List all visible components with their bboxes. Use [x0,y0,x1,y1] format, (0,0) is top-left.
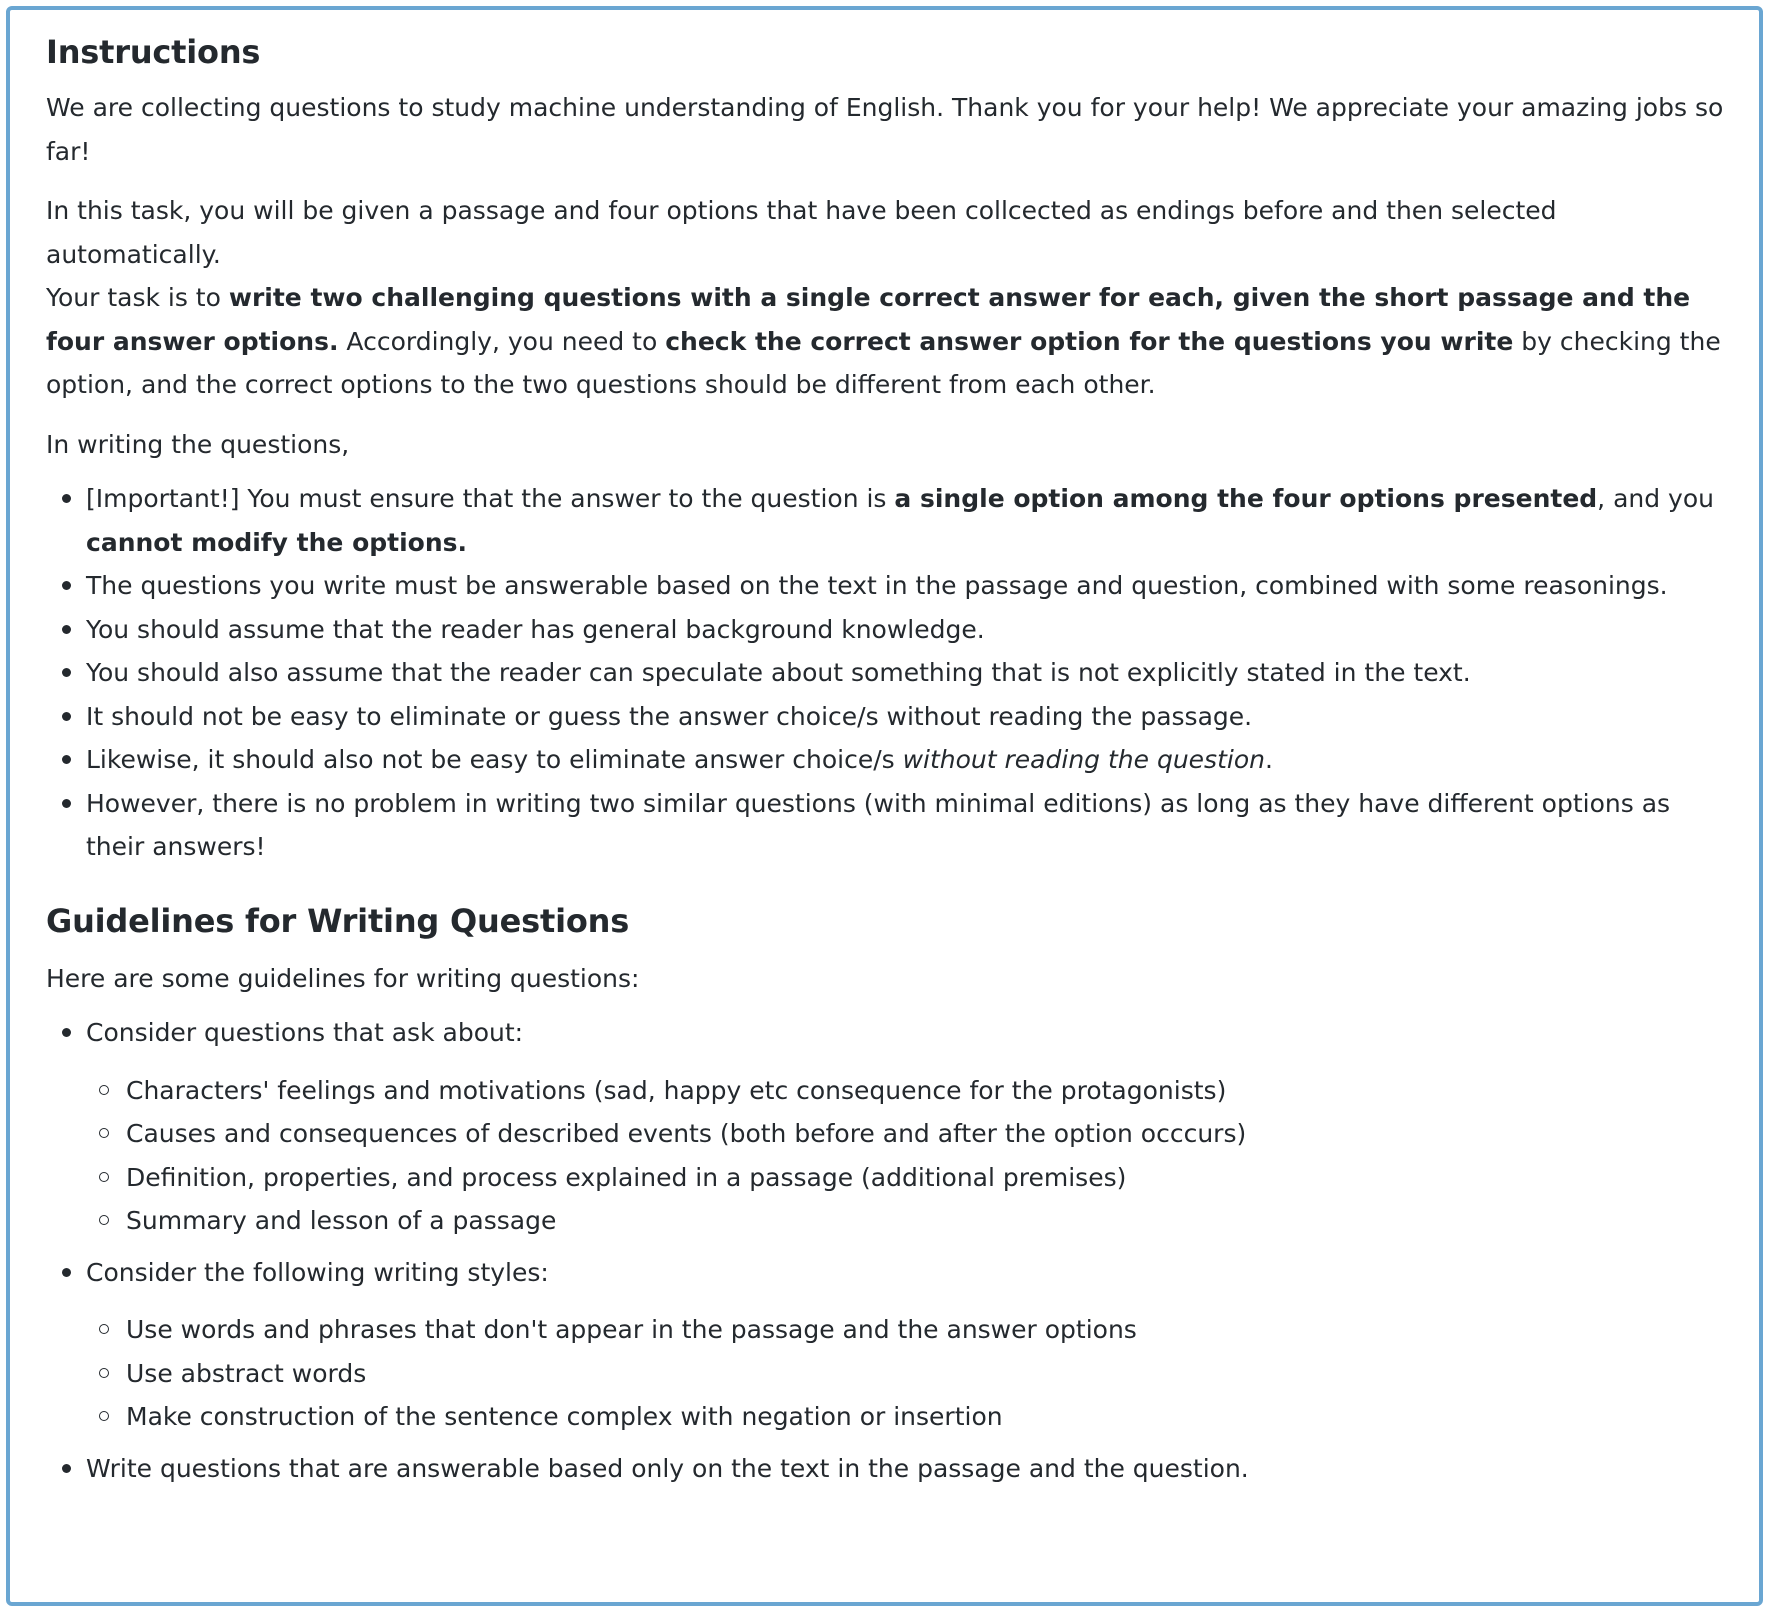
guideline-1: Consider questions that ask about: [86,1018,524,1047]
rule-1-bold-2: cannot modify the options. [86,527,468,557]
list-item: Make construction of the sentence complex with negation or insertion [86,1395,1729,1439]
writing-intro: In writing the questions, [46,429,350,459]
guidelines-list [46,1011,1729,1490]
guideline-2-sublist [86,1308,1729,1439]
rule-6-suffix: . [1264,745,1273,774]
list-item: However, there is no problem in writing two similar questions (with minimal editions) as long as they have different options as their answers! [46,782,1729,869]
list-item [46,477,1729,564]
list-item: It should not be easy to eliminate or guess the answer choice/s without reading the passage. [46,695,1729,739]
rule-1-middle: , and you [1597,484,1714,513]
list-item: Write questions that are answerable based only on the text in the passage and the question. [46,1447,1729,1491]
list-item: You should assume that the reader has general background knowledge. [46,608,1729,652]
list-item: The questions you write must be answerable based on the text in the passage and question, combined with some reasonings. [46,564,1729,608]
list-item: Definition, properties, and process explained in a passage (additional premises) [86,1156,1729,1200]
rule-6-prefix: Likewise, it should also not be easy to eliminate answer choice/s [86,745,903,774]
instructions-panel [6,6,1763,1606]
list-item: Characters' feelings and motivations (sad, happy etc consequence for the protagonists) [86,1069,1729,1113]
list-item: You should also assume that the reader can speculate about something that is not explicitly stated in the text. [46,651,1729,695]
guideline-2: Consider the following writing styles: [86,1257,549,1287]
task-bold-1: write two challenging questions with a single correct answer for each, given the short passage and the four answer options. [46,283,1691,356]
list-item: Summary and lesson of a passage [86,1199,1729,1243]
guidelines-title: Guidelines for Writing Questions [46,901,630,940]
list-item: Use words and phrases that don't appear in the passage and the answer options [86,1308,1729,1352]
list-item [46,1011,1729,1243]
rule-6-italic: without reading the question [902,745,1265,774]
task-prefix: Your task is to [46,283,229,312]
rule-1-prefix: [Important!] You must ensure that the answer to the question is [86,484,895,513]
task-description [46,189,1729,407]
writing-rules-list [46,477,1729,869]
list-item: Use abstract words [86,1352,1729,1396]
list-item: Causes and consequences of described events (both before and after the option occcurs) [86,1112,1729,1156]
task-bold-2: check the correct answer option for the questions you write [665,326,1514,356]
list-item [46,1251,1729,1439]
instructions-title: Instructions [46,33,261,71]
guidelines-intro: Here are some guidelines for writing questions: [46,963,640,993]
task-suffix: by checking the option, and the correct options to the two questions should be different from each other. [46,326,1721,399]
list-item [46,738,1729,782]
intro-paragraph: We are collecting questions to study machine understanding of English. Thank you for your help! We appreciate your amazing jobs so far! [46,93,1724,166]
task-middle: Accordingly, you need to [338,326,666,356]
task-description-text: In this task, you will be given a passage and four options that have been collcected as endings before and then selected automatically. [46,196,1557,269]
guideline-1-sublist [86,1069,1729,1243]
rule-1-bold-1: a single option among the four options presented [894,484,1598,513]
